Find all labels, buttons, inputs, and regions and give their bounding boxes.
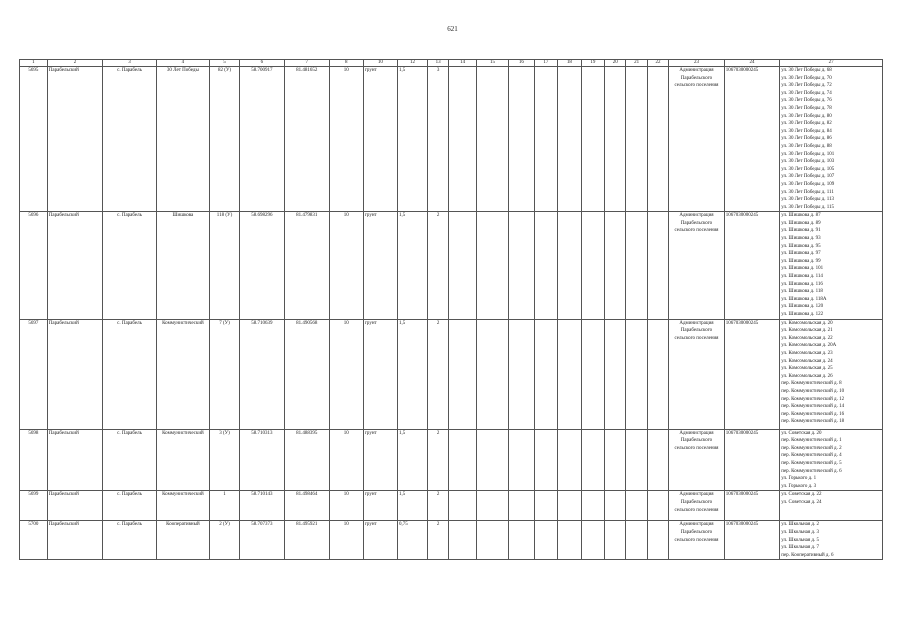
longitude-cell: 81.479831 <box>284 212 329 319</box>
address-line: ул. 30 Лет Победы д. 72 <box>781 83 832 89</box>
address-line: ул. Комсомольская д. 24 <box>781 358 833 364</box>
count-cell: 2 <box>427 521 448 560</box>
address-line: ул. 30 Лет Победы д. 78 <box>781 105 832 111</box>
street-cell: Шишкова <box>156 212 209 319</box>
house-cell: 2 (У) <box>210 521 240 560</box>
longitude-cell: 81.490568 <box>284 319 329 429</box>
street-cell: Коммунистический <box>156 491 209 521</box>
address-line: ул. Школьная д. 2 <box>781 522 819 528</box>
address-line: ул. 30 Лет Победы д. 84 <box>781 128 832 134</box>
empty-cell <box>647 212 668 319</box>
surface-cell: грунт <box>363 429 397 491</box>
empty-cell <box>509 212 535 319</box>
settlement-cell: с. Парабель <box>103 429 156 491</box>
address-line: ул. Комсомольская д. 25 <box>781 366 833 372</box>
ogrn-cell: 1067030000245 <box>724 521 780 560</box>
column-header: 15 <box>477 60 509 67</box>
address-line: пер. Коммунистический д. 8 <box>781 381 842 387</box>
empty-cell <box>581 212 604 319</box>
empty-cell <box>509 67 535 212</box>
address-line: пер. Коммунистический д. 4 <box>781 453 842 459</box>
empty-cell <box>605 429 626 491</box>
volume-cell: 1,5 <box>398 319 428 429</box>
address-line: ул. 30 Лет Победы д. 113 <box>781 197 835 203</box>
register-table <box>19 59 883 560</box>
address-line: ул. Шишкова д. 118А <box>781 296 827 302</box>
district-cell: Парабельский <box>47 212 103 319</box>
ogrn-cell: 1067030000245 <box>724 319 780 429</box>
settlement-cell: с. Парабель <box>103 491 156 521</box>
addresses-cell <box>780 67 883 212</box>
address-line: ул. 30 Лет Победы д. 115 <box>781 204 835 210</box>
page-number: 621 <box>447 25 458 33</box>
latitude-cell: 58.707373 <box>239 521 284 560</box>
surface-cell: грунт <box>363 521 397 560</box>
address-line: пер. Кооперативный д. 6 <box>781 552 834 558</box>
house-cell: 118 (У) <box>210 212 240 319</box>
address-line: ул. Горького д. 3 <box>781 483 817 489</box>
empty-cell <box>626 319 647 429</box>
table-row <box>20 319 883 429</box>
empty-cell <box>626 491 647 521</box>
count-cell: 2 <box>427 319 448 429</box>
row-number-cell: 5700 <box>20 521 48 560</box>
settlement-cell: с. Парабель <box>103 521 156 560</box>
column-header: 24 <box>724 60 780 67</box>
empty-cell <box>558 67 581 212</box>
address-line: пер. Коммунистический д. 14 <box>781 404 845 410</box>
addresses-cell <box>780 212 883 319</box>
row-number-cell: 5696 <box>20 212 48 319</box>
empty-cell <box>605 319 626 429</box>
column-header: 19 <box>581 60 604 67</box>
address-line: ул. Шишкова д. 116 <box>781 281 823 287</box>
settlement-cell: с. Парабель <box>103 319 156 429</box>
empty-cell <box>477 491 509 521</box>
table-row <box>20 521 883 560</box>
empty-cell <box>449 67 477 212</box>
empty-cell <box>534 212 557 319</box>
ogrn-cell: 1067030000245 <box>724 491 780 521</box>
address-line: ул. Комсомольская д. 22 <box>781 335 833 341</box>
empty-cell <box>477 319 509 429</box>
address-line: ул. 30 Лет Победы д. 68 <box>781 68 832 73</box>
area-cell: 10 <box>329 67 363 212</box>
address-line: ул. Шишкова д. 118 <box>781 289 823 295</box>
address-line: пер. Коммунистический д. 18 <box>781 419 845 425</box>
addresses-cell <box>780 319 883 429</box>
address-line: пер. Коммунистический д. 1 <box>781 438 842 444</box>
count-cell: 2 <box>427 491 448 521</box>
header-row <box>20 60 883 67</box>
address-line: ул. 30 Лет Победы д. 107 <box>781 174 835 180</box>
owner-cell: Администрация Парабельского сельского поселения <box>669 212 725 319</box>
owner-cell: Администрация Парабельского сельского поселения <box>669 491 725 521</box>
empty-cell <box>581 67 604 212</box>
empty-cell <box>581 429 604 491</box>
district-cell: Парабельский <box>47 319 103 429</box>
address-line: ул. Советская д. 24 <box>781 499 822 505</box>
empty-cell <box>558 429 581 491</box>
empty-cell <box>449 429 477 491</box>
count-cell: 2 <box>427 212 448 319</box>
address-line: ул. Советская д. 20 <box>781 430 822 436</box>
address-line: ул. Школьная д. 5 <box>781 537 819 543</box>
empty-cell <box>534 521 557 560</box>
area-cell: 10 <box>329 429 363 491</box>
empty-cell <box>605 521 626 560</box>
address-line: ул. 30 Лет Победы д. 74 <box>781 90 832 96</box>
empty-cell <box>534 319 557 429</box>
empty-cell <box>449 521 477 560</box>
street-cell: 30 Лет Победы <box>156 67 209 212</box>
empty-cell <box>647 319 668 429</box>
house-cell: 1 <box>210 491 240 521</box>
address-line: пер. Коммунистический д. 6 <box>781 468 842 474</box>
count-cell: 3 <box>427 67 448 212</box>
address-line: ул. 30 Лет Победы д. 88 <box>781 143 832 149</box>
addresses-cell <box>780 491 883 521</box>
empty-cell <box>626 521 647 560</box>
column-header: 8 <box>329 60 363 67</box>
area-cell: 10 <box>329 319 363 429</box>
surface-cell: грунт <box>363 319 397 429</box>
house-cell: 3 (У) <box>210 429 240 491</box>
count-cell: 2 <box>427 429 448 491</box>
column-header: 23 <box>669 60 725 67</box>
empty-cell <box>626 429 647 491</box>
address-line: ул. Шишкова д. 97 <box>781 251 821 257</box>
address-line: ул. Шишкова д. 95 <box>781 243 821 249</box>
address-line: ул. Комсомольская д. 23 <box>781 350 833 356</box>
address-line: ул. Горького д. 1 <box>781 476 817 482</box>
volume-cell: 1,5 <box>398 67 428 212</box>
empty-cell <box>509 491 535 521</box>
longitude-cell: 81.498464 <box>284 491 329 521</box>
column-header: 17 <box>534 60 557 67</box>
address-line: ул. Шишкова д. 122 <box>781 312 824 317</box>
address-line: ул. Шишкова д. 89 <box>781 220 821 226</box>
latitude-cell: 58.710639 <box>239 319 284 429</box>
district-cell: Парабельский <box>47 429 103 491</box>
address-line: ул. Шишкова д. 91 <box>781 228 821 234</box>
address-line: ул. 30 Лет Победы д. 86 <box>781 136 832 142</box>
empty-cell <box>449 491 477 521</box>
owner-cell: Администрация Парабельского сельского поселения <box>669 67 725 212</box>
column-header: 14 <box>449 60 477 67</box>
area-cell: 10 <box>329 521 363 560</box>
address-line: ул. 30 Лет Победы д. 109 <box>781 181 835 187</box>
surface-cell: грунт <box>363 491 397 521</box>
owner-cell: Администрация Парабельского сельского поселения <box>669 429 725 491</box>
address-line: ул. 30 Лет Победы д. 101 <box>781 151 835 157</box>
empty-cell <box>581 521 604 560</box>
address-line: ул. Школьная д. 7 <box>781 545 819 551</box>
empty-cell <box>581 319 604 429</box>
empty-cell <box>581 491 604 521</box>
empty-cell <box>605 67 626 212</box>
address-line: ул. 30 Лет Победы д. 103 <box>781 159 835 165</box>
table-row <box>20 67 883 212</box>
column-header: 3 <box>103 60 156 67</box>
column-header: 4 <box>156 60 209 67</box>
longitude-cell: 81.495921 <box>284 521 329 560</box>
address-line: пер. Коммунистический д. 2 <box>781 445 842 451</box>
address-line: ул. 30 Лет Победы д. 82 <box>781 121 832 127</box>
column-header: 10 <box>363 60 397 67</box>
address-line: ул. Комсомольская д. 20 <box>781 320 833 326</box>
volume-cell: 0,75 <box>398 521 428 560</box>
column-header: 20 <box>605 60 626 67</box>
empty-cell <box>626 67 647 212</box>
row-number-cell: 5697 <box>20 319 48 429</box>
empty-cell <box>534 491 557 521</box>
settlement-cell: с. Парабель <box>103 212 156 319</box>
surface-cell: грунт <box>363 67 397 212</box>
area-cell: 10 <box>329 212 363 319</box>
address-line: ул. Комсомольская д. 26 <box>781 373 833 379</box>
address-line: ул. Комсомольская д. 20А <box>781 343 837 349</box>
column-header: 13 <box>427 60 448 67</box>
volume-cell: 1,5 <box>398 491 428 521</box>
empty-cell <box>605 491 626 521</box>
empty-cell <box>477 212 509 319</box>
address-line: ул. Шишкова д. 120 <box>781 304 824 310</box>
address-line: ул. 30 Лет Победы д. 76 <box>781 98 832 104</box>
latitude-cell: 58.700917 <box>239 67 284 212</box>
address-line: пер. Коммунистический д. 16 <box>781 411 845 417</box>
address-line: ул. 30 Лет Победы д. 105 <box>781 166 835 172</box>
volume-cell: 1,5 <box>398 212 428 319</box>
address-line: пер. Коммунистический д. 10 <box>781 388 845 394</box>
column-header: 5 <box>210 60 240 67</box>
street-cell: Коммунистический <box>156 319 209 429</box>
column-header: 16 <box>509 60 535 67</box>
empty-cell <box>509 521 535 560</box>
row-number-cell: 5699 <box>20 491 48 521</box>
empty-cell <box>509 429 535 491</box>
district-cell: Парабельский <box>47 521 103 560</box>
empty-cell <box>509 319 535 429</box>
empty-cell <box>534 67 557 212</box>
table-row <box>20 429 883 491</box>
ogrn-cell: 1067030000245 <box>724 429 780 491</box>
empty-cell <box>534 429 557 491</box>
address-line: ул. Школьная д. 3 <box>781 529 819 535</box>
address-line: ул. Шишкова д. 101 <box>781 266 824 272</box>
addresses-cell <box>780 521 883 560</box>
address-line: ул. Шишкова д. 114 <box>781 274 823 280</box>
volume-cell: 1,5 <box>398 429 428 491</box>
column-header: 2 <box>47 60 103 67</box>
owner-cell: Администрация Парабельского сельского поселения <box>669 319 725 429</box>
settlement-cell: с. Парабель <box>103 67 156 212</box>
address-line: ул. 30 Лет Победы д. 70 <box>781 75 832 81</box>
empty-cell <box>605 212 626 319</box>
area-cell: 10 <box>329 491 363 521</box>
district-cell: Парабельский <box>47 67 103 212</box>
district-cell: Парабельский <box>47 491 103 521</box>
address-line: ул. Шишкова д. 99 <box>781 258 821 264</box>
empty-cell <box>477 429 509 491</box>
house-cell: 7 (У) <box>210 319 240 429</box>
longitude-cell: 81.481652 <box>284 67 329 212</box>
column-header: 22 <box>647 60 668 67</box>
address-line: пер. Коммунистический д. 12 <box>781 396 845 402</box>
address-line: ул. Комсомольская д. 21 <box>781 328 833 334</box>
ogrn-cell: 1067030000245 <box>724 212 780 319</box>
ogrn-cell: 1067030000245 <box>724 67 780 212</box>
address-line: ул. 30 Лет Победы д. 111 <box>781 189 834 195</box>
address-line: ул. Шишкова д. 93 <box>781 236 821 242</box>
address-line: ул. 30 Лет Победы д. 80 <box>781 113 832 119</box>
empty-cell <box>647 67 668 212</box>
empty-cell <box>647 429 668 491</box>
empty-cell <box>477 521 509 560</box>
table-row <box>20 212 883 319</box>
addresses-cell <box>780 429 883 491</box>
empty-cell <box>647 521 668 560</box>
column-header: 1 <box>20 60 48 67</box>
column-header: 12 <box>398 60 428 67</box>
empty-cell <box>449 212 477 319</box>
empty-cell <box>626 212 647 319</box>
latitude-cell: 58.698296 <box>239 212 284 319</box>
address-line: пер. Коммунистический д. 5 <box>781 460 842 466</box>
empty-cell <box>477 67 509 212</box>
street-cell: Кооперативный <box>156 521 209 560</box>
owner-cell: Администрация Парабельского сельского поселения <box>669 521 725 560</box>
row-number-cell: 5698 <box>20 429 48 491</box>
empty-cell <box>558 491 581 521</box>
column-header: 27 <box>780 60 883 67</box>
empty-cell <box>449 319 477 429</box>
surface-cell: грунт <box>363 212 397 319</box>
table-row <box>20 491 883 521</box>
empty-cell <box>558 319 581 429</box>
empty-cell <box>558 521 581 560</box>
longitude-cell: 81.488395 <box>284 429 329 491</box>
address-line: ул. Шишкова д. 87 <box>781 213 821 219</box>
street-cell: Коммунистический <box>156 429 209 491</box>
latitude-cell: 58.710143 <box>239 491 284 521</box>
column-header: 21 <box>626 60 647 67</box>
house-cell: 82 (У) <box>210 67 240 212</box>
empty-cell <box>558 212 581 319</box>
column-header: 18 <box>558 60 581 67</box>
empty-cell <box>647 491 668 521</box>
latitude-cell: 58.710313 <box>239 429 284 491</box>
address-line: ул. Советская д. 22 <box>781 492 822 498</box>
column-header: 7 <box>284 60 329 67</box>
column-header: 6 <box>239 60 284 67</box>
row-number-cell: 5695 <box>20 67 48 212</box>
